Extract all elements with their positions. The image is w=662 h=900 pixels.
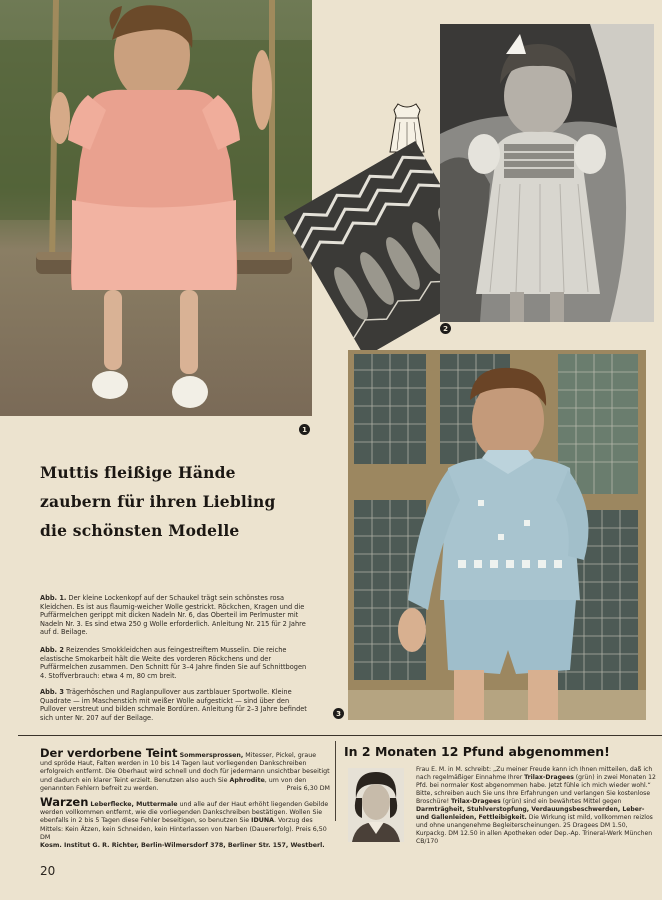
advert-trilax-text-1: Frau E. M. in M. schreibt: „Zu meiner Freude kann ich Ihnen mitteilen, daß ich nach regelmäßiger Einnahme Ihrer [416, 766, 653, 781]
caption-abb-2 [40, 646, 312, 680]
advert-teint-heading: Der verdorbene Teint [40, 746, 178, 760]
advert-teint-price: Preis 6,30 DM [286, 784, 330, 792]
caption-text-3: Trägerhöschen und Raglanpullover aus zartblauer Sportwolle. Kleine Quadrate — im Maschenstich mit weißer Wolle aufgestickt — sind über den Pullover verstreut und bilden schmale Bordüren. Anleitung für 2–3 Jahre befindet sich unter Nr. 207 auf der Beilage. [40, 688, 307, 722]
advert-teint-warzen [40, 746, 330, 850]
image-number-badge-3: 3 [333, 708, 344, 719]
advert-warzen-text-b: . Vorzug des Mittels: Kein Ätzen, kein Schneiden, kein Hinterlassen von Narben (Dauererfolg). Preis 6,50 DM [40, 817, 327, 841]
advert-warzen [40, 795, 330, 842]
advert-divider [18, 735, 662, 736]
advert-footer [40, 842, 330, 850]
woman-portrait [348, 768, 404, 842]
advert-footer-text: Kosm. Institut G. R. Richter, Berlin-Wilmersdorf 378, Berliner Str. 157, Westberl. [40, 842, 325, 850]
photo-girl-on-swing [0, 0, 312, 416]
advert-trilax-brand-1: Trilax-Dragees [524, 774, 574, 781]
caption-abb-3 [40, 688, 312, 722]
caption-label-3: Abb. 3 [40, 688, 64, 696]
caption-label-2: Abb. 2 [40, 646, 64, 654]
image-number-badge-2: 2 [440, 323, 451, 334]
article-headline [40, 458, 320, 545]
headline-line-1: Muttis fleißige Hände [40, 463, 236, 482]
advert-teint-text: Mitesser, Pickel, graue und spröde Haut, Falten werden in 10 bis 14 Tagen laut vorliegenden Dankschreiben erfolgreich entfernt. Die Oberhaut wird schnell und doch für jedermann unsichtbar beseitigt und dadurch ein klarer Teint erzielt. Benutzen also auch Sie [40, 752, 330, 784]
advert-teint [40, 746, 330, 793]
image-number-badge-1: 1 [299, 424, 310, 435]
caption-label-1: Abb. 1. [40, 594, 67, 602]
photo-girl-smock-dress [440, 24, 654, 322]
advert-teint-text-b: , um von den genannten Fehlern befreit zu werden. [40, 776, 307, 792]
advert-trilax [344, 744, 662, 845]
advert-warzen-text: und alle auf der Haut erhöht liegenden Gebilde werden vollkommen entfernt, wie die vorliegenden Dankschreiben bestätigen. Wollen Sie ebenfalls in 2 bis 5 Tagen diese Fehler beseitigen, so benutzen Sie [40, 801, 329, 825]
advert-trilax-text-3: (grün) sind ein bewährtes Mittel gegen [500, 798, 622, 805]
advert-teint-brand: Aphrodite [229, 776, 265, 784]
advert-column-divider [335, 741, 336, 821]
headline-line-3: die schönsten Modelle [40, 521, 240, 540]
advert-teint-lead: Sommersprossen, [179, 752, 244, 759]
advert-trilax-text-2: (grün) in zwei Monaten 12 Pfd. bei normaler Kost abgenommen habe. Jetzt fühle ich mich wieder wohl.“ Bitte, schreiben auch Sie uns Ihre Erfahrungen und verlangen Sie kostenlose Broschüre! [416, 774, 656, 805]
photo-boy-blue-pullover [348, 350, 646, 720]
advert-warzen-brand: IDUNA [251, 817, 274, 825]
advert-trilax-heading: In 2 Monaten 12 Pfund abgenommen! [344, 744, 610, 759]
caption-text-2: Reizendes Smokkleidchen aus feingestreiftem Musselin. Die reiche elastische Smokarbeit hält die Weite des vorderen Röckchens und der Puffärmelchen zusammen. Den Schnitt für 3–4 Jahre finden Sie auf Schnittbogen 4. Stoffverbrauch: etwa 4 m, 80 cm breit. [40, 646, 307, 680]
page-number: 20 [40, 864, 56, 878]
advert-trilax-brand-2: Trilax-Dragees [451, 798, 501, 805]
headline-line-2: zaubern für ihren Liebling [40, 492, 276, 511]
advert-warzen-heading: Warzen [40, 795, 89, 810]
advert-trilax-text-4: Die Wirkung ist mild, vollkommen reizlos und ohne unangenehme Begleiterscheinungen. 25 Dragees DM 1.50, Kurpackg. DM 12.50 in allen Apotheken oder Dep.-Ap. Trineral-Werk München CB/170 [416, 814, 653, 845]
caption-abb-1 [40, 594, 312, 637]
advert-trilax-conditions: Darmträgheit, Stuhlverstopfung, Verdauungsbeschwerden, Leber- und Gallenleiden, Fettleibigkeit. [416, 806, 645, 821]
advert-trilax-body [416, 766, 656, 846]
advert-warzen-lead: Leberflecke, Muttermale [90, 801, 178, 809]
caption-text-1: Der kleine Lockenkopf auf der Schaukel trägt sein schönstes rosa Kleidchen. Es ist aus flaumig-weicher Wolle gestrickt. Röckchen, Kragen und die Puffärmelchen gerippt mit dicken Nadeln Nr. 6, das Oberteil im Perlmuster mit Nadeln Nr. 3. Es sind etwa 250 g Wolle erforderlich. Anleitung Nr. 215 für 2 Jahre auf d. Beilage. [40, 594, 306, 637]
